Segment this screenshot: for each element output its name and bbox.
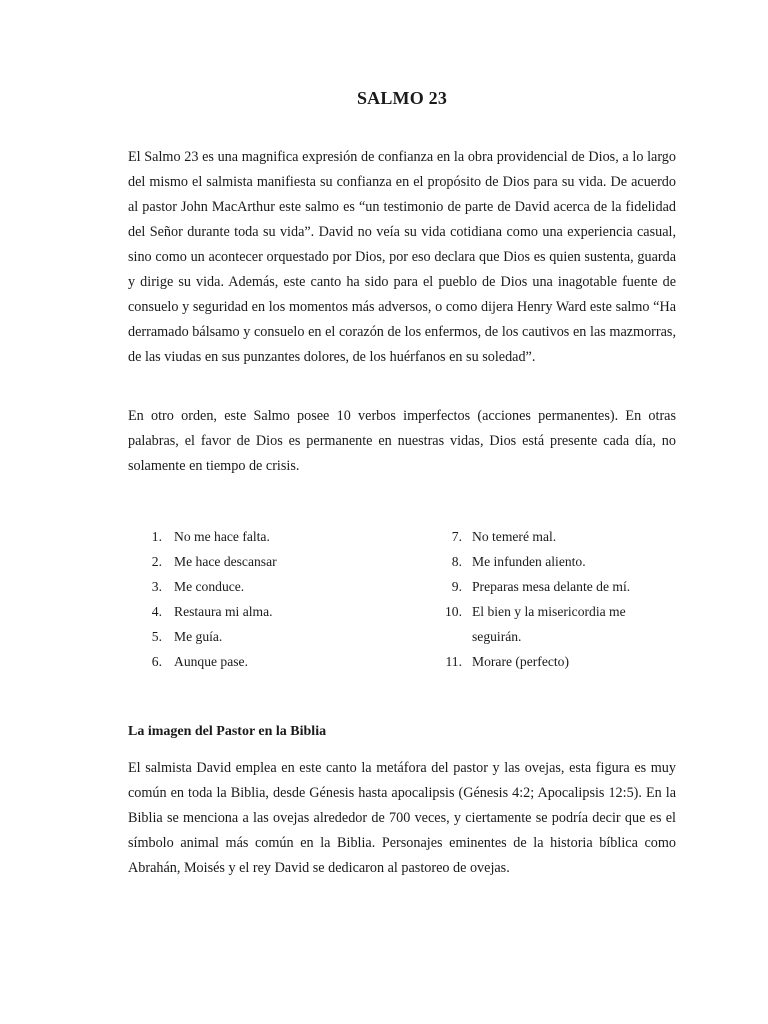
list-item-number: 2.: [151, 554, 162, 569]
list-item-number: 10.: [445, 604, 462, 619]
list-item: [142, 599, 412, 624]
verb-list-left: [142, 524, 412, 674]
list-item-text: Morare (perfecto): [472, 654, 569, 669]
list-item-number: 9.: [451, 579, 462, 594]
list-item-number: 8.: [451, 554, 462, 569]
list-item-text: No temeré mal.: [472, 529, 557, 544]
list-item: [142, 549, 412, 574]
list-item-text: Me guía.: [174, 629, 223, 644]
list-item-number: 3.: [151, 579, 162, 594]
list-item-text: Preparas mesa delante de mí.: [472, 579, 631, 594]
list-item-text: Restaura mi alma.: [174, 604, 273, 619]
verbs-paragraph: En otro orden, este Salmo posee 10 verbos imperfectos (acciones permanentes). En otras palabras, el favor de Dios es permanente en nuestras vidas, Dios está presente cada día, no solamente en tiempo de crisis.: [128, 408, 676, 474]
list-item: [142, 574, 412, 599]
list-item: [142, 624, 412, 649]
list-item-text: Me conduce.: [174, 579, 245, 594]
list-item-text: Aunque pase.: [174, 654, 248, 669]
list-item-number: 11.: [445, 654, 462, 669]
list-item-number: 6.: [151, 654, 162, 669]
list-item: [142, 524, 412, 549]
list-item: [438, 649, 678, 674]
verb-list-right: [438, 524, 678, 674]
list-item-text: Me hace descansar: [174, 554, 277, 569]
list-item: [438, 599, 678, 649]
list-item-text: El bien y la misericordia me seguirán.: [472, 604, 626, 644]
list-item: [438, 574, 678, 599]
list-item-text: No me hace falta.: [174, 529, 270, 544]
list-item-number: 1.: [151, 529, 162, 544]
list-item-number: 5.: [151, 629, 162, 644]
list-item: [438, 549, 678, 574]
intro-paragraph: El Salmo 23 es una magnifica expresión de confianza en la obra providencial de Dios, a lo largo del mismo el salmista manifiesta su confianza en el propósito de Dios para su vida. De acuerdo al pastor John MacArthur este salmo es “un testimonio de parte de David acerca de la fidelidad del Señor durante toda su vida”. David no veía su vida cotidiana como una experiencia casual, sino como un acontecer orquestado por Dios, por eso declara que Dios es quien sustenta, guarda y dirige su vida. Además, este canto ha sido para el pueblo de Dios una inagotable fuente de consuelo y seguridad en los momentos más adversos, o como dijera Henry Ward este salmo “Ha derramado bálsamo y consuelo en el corazón de los enfermos, de los cautivos en las mazmorras, de las viudas en sus punzantes dolores, de los huérfanos en su soledad”.: [128, 149, 676, 365]
list-item-text: Me infunden aliento.: [472, 554, 586, 569]
section-paragraph: El salmista David emplea en este canto la metáfora del pastor y las ovejas, esta figura es muy común en toda la Biblia, desde Génesis hasta apocalipsis (Génesis 4:2; Apocalipsis 12:5). En la Biblia se menciona a las ovejas alrededor de 700 veces, y ciertamente se podría decir que es el símbolo animal más común en la Biblia. Personajes eminentes de la historia bíblica como Abrahán, Moisés y el rey David se dedicaron al pastoreo de ovejas.: [128, 760, 676, 876]
section-heading: La imagen del Pastor en la Biblia: [128, 724, 327, 739]
list-item: [142, 649, 412, 674]
list-item-number: 7.: [451, 529, 462, 544]
page-title: SALMO 23: [356, 88, 448, 108]
list-item-number: 4.: [151, 604, 162, 619]
list-item: [438, 524, 678, 549]
